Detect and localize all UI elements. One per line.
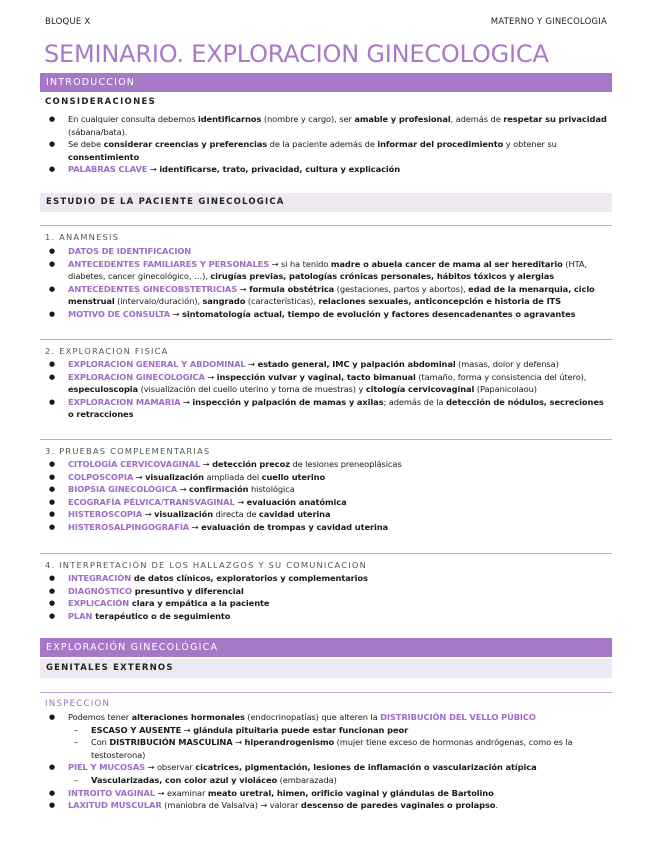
inspection-list xyxy=(45,711,610,812)
list-item: ● HISTEROSALPINGOGRAFÍA → evaluación de trompas y cavidad uterina xyxy=(45,521,610,534)
section-bar-estudio: ESTUDIO DE LA PACIENTE GINECOLOGICA xyxy=(40,193,612,212)
header-left: BLOQUE X xyxy=(45,17,91,27)
list-item: ● ANTECEDENTES FAMILIARES Y PERSONALES → si ha tenido madre o abuela cancer de mama al ser hereditario (HTA, diabetes, cancer ginecológico, …), cirugías previas, patologías crónicas personales, hábitos tóxicos y alergias xyxy=(45,258,610,283)
list-item: ● PLAN terapéutico o de seguimiento xyxy=(45,610,610,623)
list-item: ● BIOPSIA GINECOLÓGICA → confirmación histológica xyxy=(45,483,610,496)
list-item: ● MOTIVO DE CONSULTA → sintomatología actual, tiempo de evolución y factores desencadenantes o agravantes xyxy=(45,308,610,321)
subheading-consideraciones: CONSIDERACIONES xyxy=(45,97,157,107)
list-item: ● EXPLORACION MAMARIA → inspección y palpación de mamas y axilas; además de la detección de nódulos, secreciones o retracciones xyxy=(45,396,610,421)
subsection-bar-genitales-externos: GENITALES EXTERNOS xyxy=(40,659,612,678)
list-item: – Con DISTRIBUCIÓN MASCULINA → hiperandrogenismo (mujer tiene exceso de hormonas andrógenas, como es la testosterona) xyxy=(45,736,610,761)
section-bar-introduccion: INTRODUCCION xyxy=(40,73,612,92)
list-item: ● EXPLICACIÓN clara y empática a la paciente xyxy=(45,597,610,610)
divider xyxy=(40,225,612,226)
heading-anamnesis: 1. ANAMNESIS xyxy=(45,232,120,242)
heading-exploracion-fisica: 2. EXPLORACION FISICA xyxy=(45,346,169,356)
divider xyxy=(40,339,612,340)
list-item: ● PALABRAS CLAVE → identificarse, trato, privacidad, cultura y explicación xyxy=(45,163,610,176)
list-item: ● DATOS DE IDENTIFICACION xyxy=(45,245,610,258)
heading-pruebas-complementarias: 3. PRUEBAS COMPLEMENTARIAS xyxy=(45,446,211,456)
interpretation-list xyxy=(45,572,610,622)
list-item: ● EXPLORACION GINECOLOGICA → inspección vulvar y vaginal, tacto bimanual (tamaño, forma y consistencia del útero), especuloscopia (visualización del cuello uterino y toma de muestras) y citología cervicovaginal (Papanicolaou) xyxy=(45,371,610,396)
divider xyxy=(40,553,612,554)
list-item: ● INTROITO VAGINAL → examinar meato uretral, himen, orificio vaginal y glándulas de Bartolino xyxy=(45,787,610,800)
divider xyxy=(40,439,612,440)
list-item: ● COLPOSCOPIA → visualización ampliada del cuello uterino xyxy=(45,471,610,484)
divider xyxy=(40,692,612,693)
header-right: MATERNO Y GINECOLOGIA xyxy=(490,17,607,27)
list-item: ● ECOGRAFÍA PÉLVICA/TRANSVAGINAL → evaluación anatómica xyxy=(45,496,610,509)
list-item: ● CITOLOGÍA CERVICOVAGINAL → detección precoz de lesiones preneoplásicas xyxy=(45,458,610,471)
heading-inspeccion: INSPECCION xyxy=(45,699,111,709)
tests-list xyxy=(45,458,610,534)
section-bar-exploracion-ginecologica: EXPLORACIÓN GINECOLÓGICA xyxy=(40,638,612,657)
list-item: – Vascularizadas, con color azul y violáceo (embarazada) xyxy=(45,774,610,787)
list-item: ● PIEL Y MUCOSAS → observar cicatrices, pigmentación, lesiones de inflamación o vascularización atípica xyxy=(45,761,610,774)
heading-interpretacion: 4. INTERPRETACIÓN DE LOS HALLAZGOS Y SU COMUNICACION xyxy=(45,560,368,570)
list-item: ● Podemos tener alteraciones hormonales (endocrinopatías) que alteren la DISTRIBUCIÓN DEL VELLO PÚBICO xyxy=(45,711,610,724)
list-item: ● LAXITUD MUSCULAR (maniobra de Valsalva) → valorar descenso de paredes vaginales o prolapso. xyxy=(45,799,610,812)
page-title: SEMINARIO. EXPLORACION GINECOLOGICA xyxy=(44,40,549,68)
list-item: ● HISTEROSCOPIA → visualización directa de cavidad uterina xyxy=(45,508,610,521)
list-item: ● EXPLORACION GENERAL Y ABDOMINAL → estado general, IMC y palpación abdominal (masas, dolor y defensa) xyxy=(45,358,610,371)
list-item: ● DIAGNÓSTICO presuntivo y diferencial xyxy=(45,585,610,598)
anamnesis-list xyxy=(45,245,610,321)
list-item: ● En cualquier consulta debemos identificarnos (nombre y cargo), ser amable y profesional, además de respetar su privacidad (sábana/bata). xyxy=(45,113,610,138)
physical-list xyxy=(45,358,610,421)
intro-list xyxy=(45,113,610,176)
list-item: ● INTEGRACIÓN de datos clínicos, exploratorios y complementarios xyxy=(45,572,610,585)
list-item: ● Se debe considerar creencias y preferencias de la paciente además de informar del procedimiento y obtener su consentimiento xyxy=(45,138,610,163)
list-item: – ESCASO Y AUSENTE → glándula pituitaria puede estar funcionan peor xyxy=(45,724,610,737)
list-item: ● ANTECEDENTES GINECOBSTETRICIAS → formula obstétrica (gestaciones, partos y abortos), edad de la menarquia, ciclo menstrual (intervalo/duración), sangrado (características), relaciones sexuales, anticoncepción e historia de ITS xyxy=(45,283,610,308)
